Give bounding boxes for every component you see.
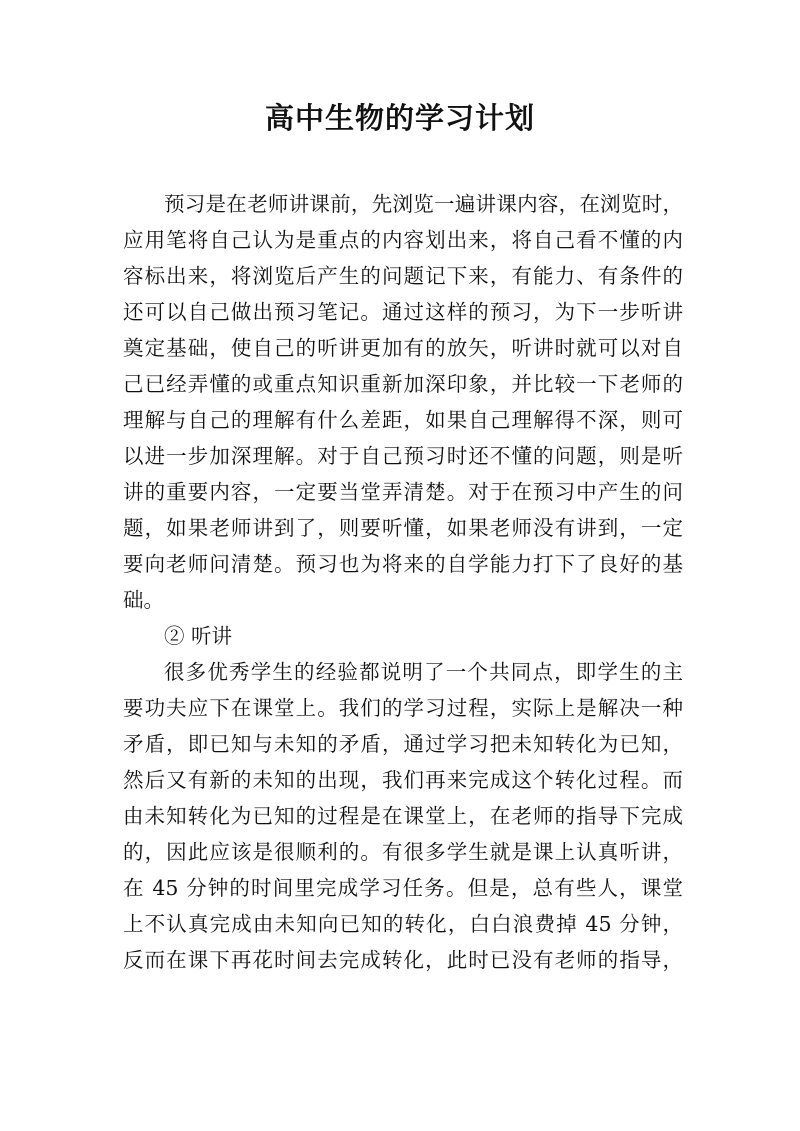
paragraph-line: 然后又有新的未知的出现，我们再来完成这个转化过程。而 — [123, 768, 683, 792]
paragraph-line: 以进一步加深理解。对于自己预习时还不懂的问题，则是听 — [123, 444, 683, 468]
paragraph-line: 的，因此应该是很顺利的。有很多学生就是课上认真听讲， — [123, 840, 683, 864]
paragraph-line: 理解与自己的理解有什么差距，如果自己理解得不深，则可 — [123, 408, 683, 432]
paragraph-line: 矛盾，即已知与未知的矛盾，通过学习把未知转化为已知， — [123, 732, 683, 756]
paragraph-line: 由未知转化为已知的过程是在课堂上，在老师的指导下完成 — [123, 804, 683, 828]
document-title: 高中生物的学习计划 — [264, 101, 535, 135]
section-heading: ② 听讲 — [164, 624, 233, 648]
paragraph-line: 应用笔将自己认为是重点的内容划出来，将自己看不懂的内 — [123, 228, 683, 252]
paragraph-line: 要向老师问清楚。预习也为将来的自学能力打下了良好的基 — [123, 552, 683, 576]
paragraph-line: 础。 — [123, 588, 164, 612]
paragraph-line: 奠定基础，使自己的听讲更加有的放矢，听讲时就可以对自 — [123, 336, 683, 360]
paragraph-line: 要功夫应下在课堂上。我们的学习过程，实际上是解决一种 — [123, 696, 683, 720]
paragraph-line: 还可以自己做出预习笔记。通过这样的预习，为下一步听讲 — [123, 300, 683, 324]
paragraph-line: 讲的重要内容，一定要当堂弄清楚。对于在预习中产生的问 — [123, 480, 683, 504]
document-body — [123, 186, 683, 978]
paragraph-line: 己已经弄懂的或重点知识重新加深印象，并比较一下老师的 — [123, 372, 683, 396]
paragraph-line: 很多优秀学生的经验都说明了一个共同点，即学生的主 — [164, 660, 683, 684]
paragraph-line: 容标出来，将浏览后产生的问题记下来，有能力、有条件的 — [123, 264, 683, 288]
paragraph-line: 题，如果老师讲到了，则要听懂，如果老师没有讲到，一定 — [123, 516, 683, 540]
paragraph-line: 反而在课下再花时间去完成转化，此时已没有老师的指导， — [123, 948, 683, 972]
paragraph-line: 上不认真完成由未知向已知的转化，白白浪费掉 45 分钟， — [123, 912, 683, 936]
paragraph-line: 在 45 分钟的时间里完成学习任务。但是，总有些人，课堂 — [123, 876, 683, 900]
paragraph-line: 预习是在老师讲课前，先浏览一遍讲课内容，在浏览时， — [164, 192, 683, 216]
